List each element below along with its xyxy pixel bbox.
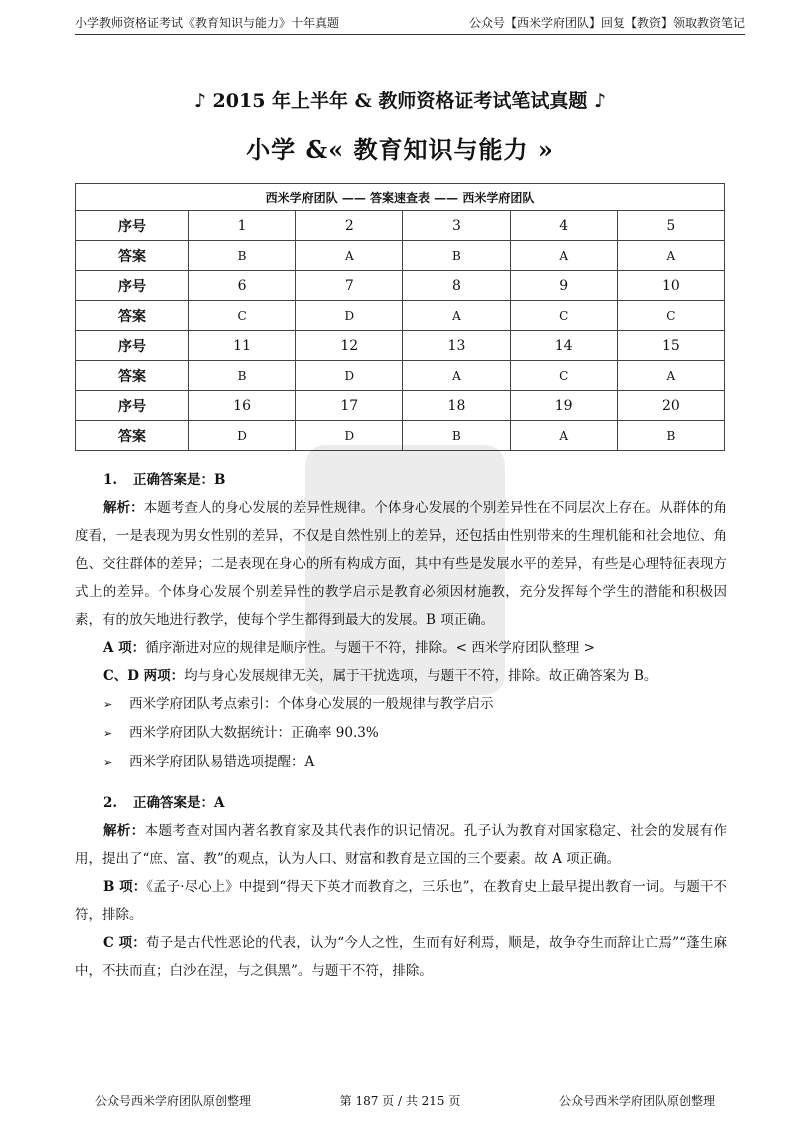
question-number-cell: 1 [189, 211, 296, 241]
answer-row [76, 361, 725, 391]
exam-title: ♪ 2015 年上半年 & 教师资格证考试笔试真题 ♪ [193, 90, 607, 112]
footer-right-text: 公众号西米学府团队原创整理 [558, 1094, 715, 1108]
subject-title: 小学 &« 教育知识与能力 » [246, 135, 554, 164]
answer-cell: A [617, 361, 724, 391]
question-answer-title: 正确答案是：A [133, 795, 225, 811]
answer-cell: A [617, 241, 724, 271]
question-number-cell: 13 [403, 331, 510, 361]
answer-row [76, 421, 725, 451]
option-text: 均与身心发展规律无关，属于干扰选项，与题干不符，排除。故正确答案为 B。 [184, 668, 658, 684]
question-number-row [76, 271, 725, 301]
answer-cell: D [189, 421, 296, 451]
answer-cell: C [617, 301, 724, 331]
bullet-item [75, 748, 727, 777]
footer-left-text: 公众号西米学府团队原创整理 [95, 1094, 252, 1108]
question-number-cell: 15 [617, 331, 724, 361]
answer-cell: D [296, 361, 403, 391]
question-number-cell: 6 [189, 271, 296, 301]
arrow-bullet-icon: ➢ [103, 756, 113, 769]
answer-cell: C [189, 301, 296, 331]
question-number-cell: 2 [296, 211, 403, 241]
option-text: 《孟子·尽心上》中提到“得天下英才而教育之，三乐也”，在教育史上最早提出教育一词。与题干不符，排除。 [75, 879, 727, 923]
question-number-row [76, 391, 725, 421]
answer-cell: B [403, 241, 510, 271]
answer-cell: C [510, 301, 617, 331]
answer-table [75, 183, 725, 451]
answer-cell: B [189, 241, 296, 271]
answer-cell: B [617, 421, 724, 451]
question-number-cell: 9 [510, 271, 617, 301]
row-label-answer: 答案 [76, 241, 189, 271]
header-left-text: 小学教师资格证考试《教育知识与能力》十年真题 [75, 16, 340, 30]
option-label: A 项： [103, 640, 146, 656]
question-2-option-b [75, 873, 727, 929]
question-number-row [76, 211, 725, 241]
row-label-answer: 答案 [76, 361, 189, 391]
question-number-cell: 12 [296, 331, 403, 361]
question-1-heading [75, 466, 727, 494]
bullet-text: 西米学府团队大数据统计：正确率 90.3% [129, 725, 379, 741]
question-number-cell: 3 [403, 211, 510, 241]
question-number-cell: 19 [510, 391, 617, 421]
answer-cell: D [296, 421, 403, 451]
question-2-option-c [75, 929, 727, 985]
answer-cell: D [296, 301, 403, 331]
arrow-bullet-icon: ➢ [103, 727, 113, 740]
row-label-answer: 答案 [76, 421, 189, 451]
answer-cell: A [296, 241, 403, 271]
answer-cell: B [403, 421, 510, 451]
question-number-cell: 8 [403, 271, 510, 301]
question-number: 1. [103, 472, 118, 488]
question-number-cell: 4 [510, 211, 617, 241]
option-label: C 项： [103, 935, 146, 951]
question-1-option-cd [75, 662, 727, 690]
row-label-number: 序号 [76, 271, 189, 301]
question-number-row [76, 331, 725, 361]
header-divider [75, 34, 745, 35]
answer-cell: A [510, 421, 617, 451]
question-number-cell: 20 [617, 391, 724, 421]
row-label-number: 序号 [76, 391, 189, 421]
analysis-label: 解析： [103, 823, 145, 839]
question-number-cell: 5 [617, 211, 724, 241]
answer-cell: C [510, 361, 617, 391]
answer-cell: A [403, 301, 510, 331]
answer-cell: B [189, 361, 296, 391]
arrow-bullet-icon: ➢ [103, 698, 113, 711]
question-1-option-a [75, 634, 727, 662]
question-1-analysis [75, 494, 727, 634]
question-2-analysis [75, 817, 727, 873]
row-label-number: 序号 [76, 211, 189, 241]
question-number-cell: 18 [403, 391, 510, 421]
question-number-cell: 10 [617, 271, 724, 301]
row-label-answer: 答案 [76, 301, 189, 331]
question-number-cell: 11 [189, 331, 296, 361]
option-text: 荀子是古代性恶论的代表，认为“今人之性，生而有好利焉，顺是，故争夺生而辞让亡焉”“蓬生麻中，不扶而直；白沙在涅，与之俱黑”。与题干不符，排除。 [75, 935, 727, 979]
row-label-number: 序号 [76, 331, 189, 361]
header-right-text: 公众号【西米学府团队】回复【教资】领取教资笔记 [468, 16, 745, 30]
question-answer-title: 正确答案是：B [133, 472, 226, 488]
question-number: 2. [103, 795, 118, 811]
analysis-text: 本题考查人的身心发展的差异性规律。个体身心发展的个别差异性在不同层次上存在。从群体的角度看，一是表现为男女性别的差异，不仅是自然性别上的差异，还包括由性别带来的生理机能和社会地位、角色、交往群体的差异；二是表现在身心的所有构成方面，其中有些是发展水平的差异，有些是心理特征表现方式上的差异。个体身心发展个别差异性的教学启示是教育必须因材施教，充分发挥每个学生的潜能和积极因素，有的放矢地进行教学，使每个学生都得到最大的发展。B 项正确。 [75, 500, 728, 628]
question-number-cell: 16 [189, 391, 296, 421]
bullet-item [75, 719, 727, 748]
option-label: B 项： [103, 879, 147, 895]
answer-table-caption: 西米学府团队 —— 答案速查表 —— 西米学府团队 [76, 184, 725, 211]
bullet-item [75, 690, 727, 719]
option-label: C、D 两项： [103, 668, 185, 684]
analysis-label: 解析： [103, 500, 144, 516]
answer-cell: A [403, 361, 510, 391]
question-number-cell: 17 [296, 391, 403, 421]
analysis-text: 本题考查对国内著名教育家及其代表作的识记情况。孔子认为教育对国家稳定、社会的发展有作用，提出了“庶、富、教”的观点，认为人口、财富和教育是立国的三个要素。故 A 项正确。 [75, 823, 727, 867]
bullet-text: 西米学府团队考点索引：个体身心发展的一般规律与教学启示 [129, 696, 494, 712]
answer-row [76, 301, 725, 331]
page-number: 第 187 页 / 共 215 页 [339, 1094, 461, 1108]
question-number-cell: 7 [296, 271, 403, 301]
answer-explanations [75, 466, 727, 985]
answer-cell: A [510, 241, 617, 271]
question-2-heading [75, 789, 727, 817]
option-text: 循序渐进对应的规律是顺序性。与题干不符，排除。< 西米学府团队整理 > [145, 640, 595, 656]
answer-row [76, 241, 725, 271]
question-number-cell: 14 [510, 331, 617, 361]
bullet-text: 西米学府团队易错选项提醒：A [129, 754, 315, 770]
